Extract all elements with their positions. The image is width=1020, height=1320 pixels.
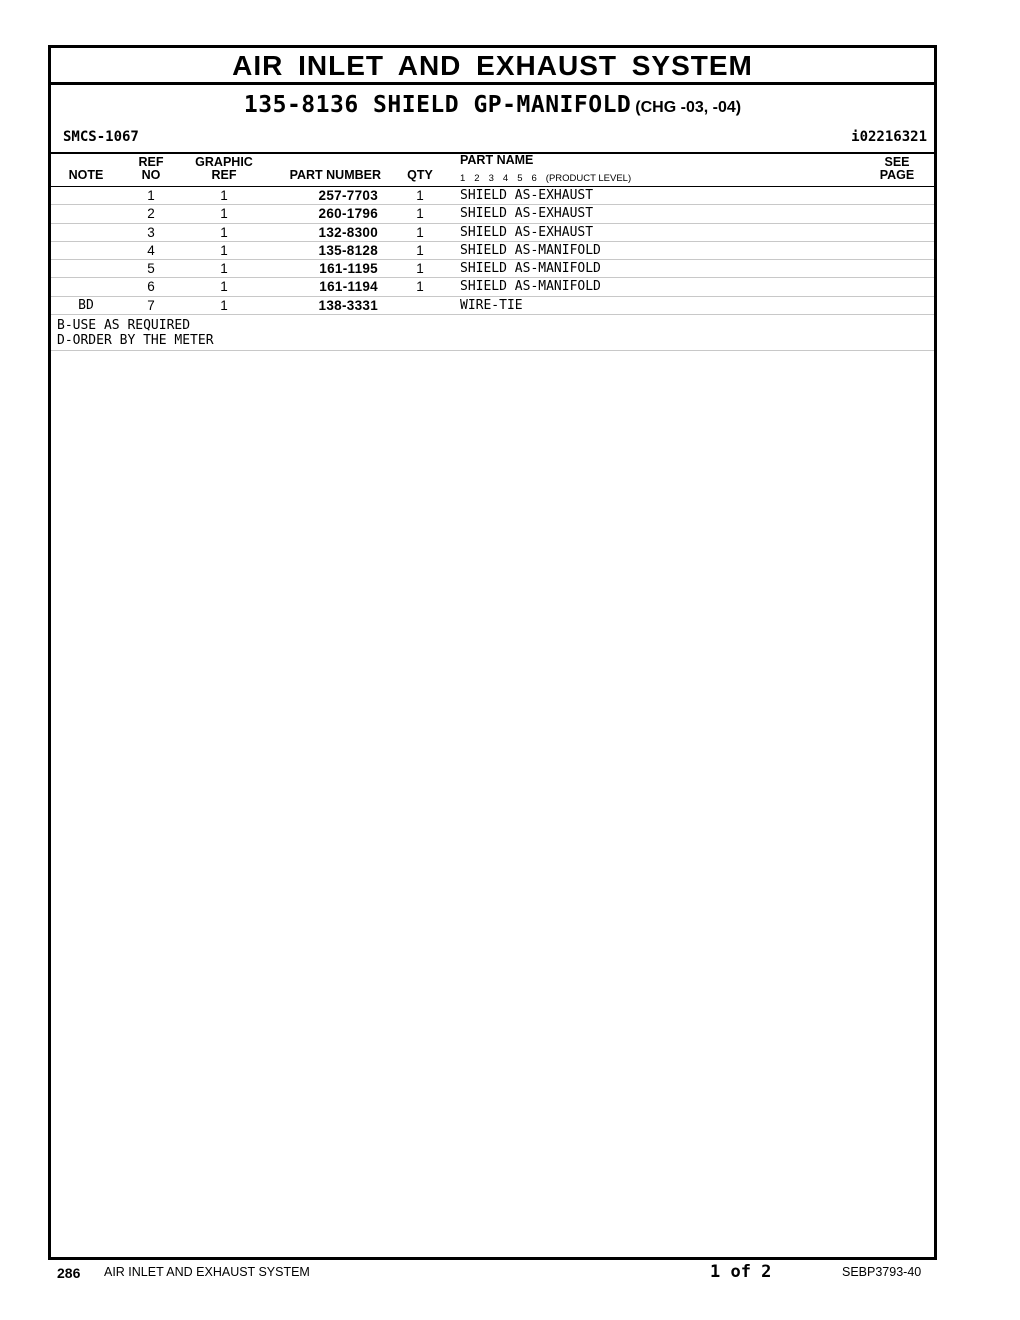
row-part-number[interactable]: 135-8128 xyxy=(318,242,378,258)
table-row xyxy=(51,224,934,242)
table-row xyxy=(51,205,934,223)
row-part-name: SHIELD AS-EXHAUST xyxy=(460,188,594,203)
col-see-page-header-bottom: PAGE xyxy=(879,168,915,182)
col-see-page-header-top: SEE xyxy=(884,155,910,169)
level-3: 3 xyxy=(488,173,494,184)
row-graphic-ref: 1 xyxy=(220,224,228,240)
level-6: 6 xyxy=(531,173,537,184)
col-ref-header-bottom: NO xyxy=(141,168,161,182)
parts-page-frame xyxy=(48,45,937,1260)
col-see-page-header xyxy=(867,156,927,182)
row-part-number[interactable]: 132-8300 xyxy=(318,224,378,240)
row-qty: 1 xyxy=(416,224,424,240)
row-graphic-ref: 1 xyxy=(220,206,228,222)
col-part-number-header: PART NUMBER xyxy=(289,168,381,182)
col-note-header: NOTE xyxy=(68,168,104,182)
footnote-d: D-ORDER BY THE METER xyxy=(57,333,214,349)
row-qty: 1 xyxy=(416,261,424,277)
level-4: 4 xyxy=(502,173,509,184)
page-title: AIR INLET AND EXHAUST SYSTEM xyxy=(51,48,934,85)
row-part-number[interactable]: 138-3331 xyxy=(318,297,378,313)
level-5: 5 xyxy=(517,173,523,184)
row-part-number[interactable]: 161-1195 xyxy=(319,261,378,277)
change-level: (CHG -03, -04) xyxy=(635,99,742,116)
page-number: 286 xyxy=(57,1265,81,1281)
row-ref-no: 7 xyxy=(147,297,155,313)
row-graphic-ref: 1 xyxy=(220,279,228,295)
row-part-name: WIRE-TIE xyxy=(460,297,523,313)
row-graphic-ref: 1 xyxy=(220,261,228,277)
footnote-b: B-USE AS REQUIRED xyxy=(57,318,191,334)
row-qty: 1 xyxy=(416,242,424,258)
row-part-name: SHIELD AS-EXHAUST xyxy=(460,224,594,240)
row-ref-no: 1 xyxy=(147,188,155,203)
table-row xyxy=(51,242,934,260)
col-ref-header xyxy=(131,156,171,182)
row-ref-no: 4 xyxy=(147,242,155,258)
illustration-id: i02216321 xyxy=(851,129,927,145)
row-part-name: SHIELD AS-MANIFOLD xyxy=(460,279,601,295)
table-row xyxy=(51,297,934,315)
col-ref-header-top: REF xyxy=(138,155,164,169)
row-part-number[interactable]: 260-1796 xyxy=(318,206,378,222)
row-graphic-ref: 1 xyxy=(220,188,228,203)
group-subtitle xyxy=(51,92,934,118)
row-qty: 1 xyxy=(416,206,424,222)
level-2: 2 xyxy=(474,173,480,184)
group-name: 135-8136 SHIELD GP-MANIFOLD xyxy=(243,92,632,118)
row-graphic-ref: 1 xyxy=(220,242,228,258)
col-graphic-header-bottom: REF xyxy=(211,168,237,182)
document-number: SEBP3793-40 xyxy=(842,1265,922,1279)
table-row xyxy=(51,278,934,296)
smcs-code: SMCS-1067 xyxy=(63,129,139,145)
row-part-number[interactable]: 161-1194 xyxy=(319,279,378,295)
footer-section-title: AIR INLET AND EXHAUST SYSTEM xyxy=(104,1265,310,1279)
row-note: BD xyxy=(78,297,94,313)
product-level-label: (PRODUCT LEVEL) xyxy=(545,173,632,184)
row-ref-no: 5 xyxy=(147,261,155,277)
col-part-name-header: PART NAME xyxy=(460,153,534,167)
row-part-number[interactable]: 257-7703 xyxy=(318,188,378,203)
col-graphic-header xyxy=(189,156,259,182)
row-ref-no: 2 xyxy=(147,206,155,222)
col-graphic-header-top: GRAPHIC xyxy=(195,155,253,169)
parts-table xyxy=(51,187,934,351)
row-ref-no: 3 xyxy=(147,224,155,240)
product-levels xyxy=(460,173,640,184)
row-qty: 1 xyxy=(416,279,424,295)
page-of-count: 1 of 2 xyxy=(710,1262,772,1282)
row-qty: 1 xyxy=(416,188,424,203)
row-part-name: SHIELD AS-MANIFOLD xyxy=(460,261,601,277)
table-row xyxy=(51,187,934,205)
row-part-name: SHIELD AS-MANIFOLD xyxy=(460,242,601,258)
col-qty-header: QTY xyxy=(407,168,433,182)
footnotes xyxy=(51,315,934,351)
table-row xyxy=(51,260,934,278)
level-1: 1 xyxy=(460,173,466,184)
row-part-name: SHIELD AS-EXHAUST xyxy=(460,206,594,222)
row-graphic-ref: 1 xyxy=(220,297,228,313)
row-ref-no: 6 xyxy=(147,279,155,295)
